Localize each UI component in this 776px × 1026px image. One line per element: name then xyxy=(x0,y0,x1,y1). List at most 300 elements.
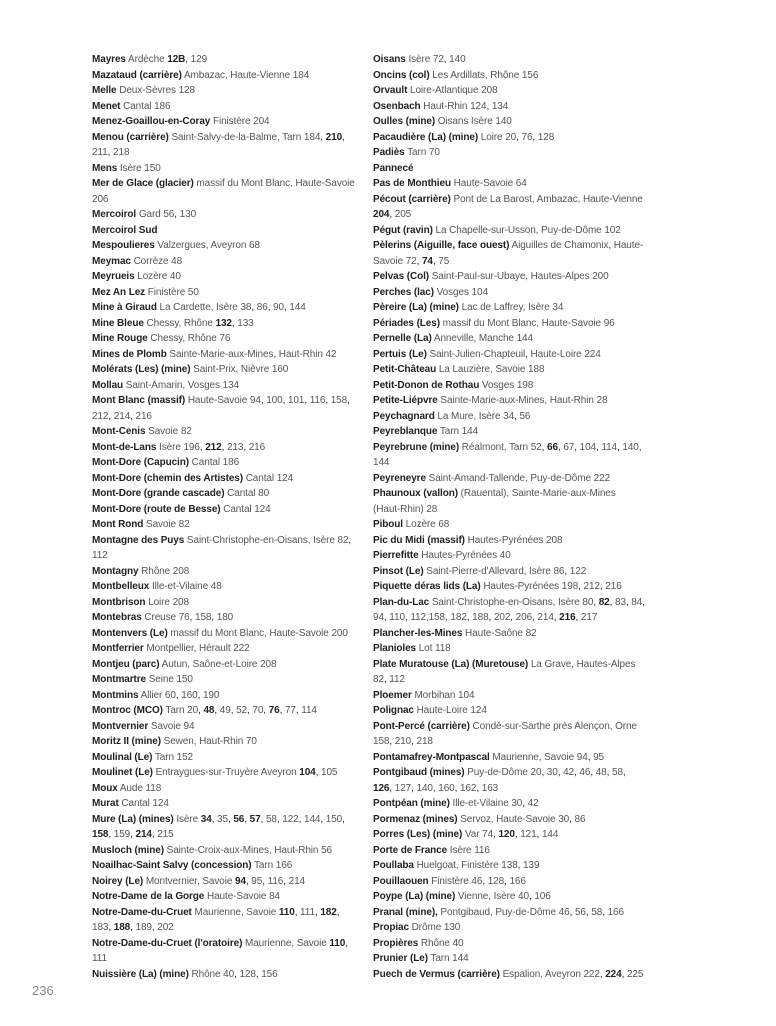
entry-page-ref: 156 xyxy=(261,968,278,980)
entry-page-ref: 156 xyxy=(521,69,539,81)
entry-heading: Mont-Cenis xyxy=(92,426,146,437)
index-entry xyxy=(92,486,360,502)
entry-location: (Rauental), Sainte-Marie-aux-Mines (Haut-Rhin) xyxy=(373,488,616,515)
entry-page-ref: 222 xyxy=(583,968,600,980)
entry-page-ref: 50 xyxy=(187,286,199,298)
entry-location: Hautes-Pyrénées xyxy=(483,581,560,592)
entry-heading: Ploemer xyxy=(373,689,412,701)
entry-page-ref: 30 xyxy=(546,767,558,778)
entry-heading: Murat xyxy=(92,798,119,809)
entry-page-ref: 140 xyxy=(449,54,466,65)
index-entry xyxy=(92,889,360,905)
entry-location: La Chapelle-sur-Usson, Puy-de-Dôme xyxy=(435,224,602,236)
entry-heading: Notre-Dame-du-Cruet xyxy=(92,906,192,918)
entry-page-ref: 128 xyxy=(178,85,195,96)
index-entry xyxy=(92,455,360,471)
entry-location: Saint-Paul-sur-Ubaye, Hautes-Alpes xyxy=(431,271,590,282)
index-entry xyxy=(373,362,645,378)
entry-heading: Pas de Monthieu xyxy=(373,178,451,189)
entry-page-ref: 76 xyxy=(219,333,231,344)
entry-location: Gard xyxy=(138,209,161,220)
entry-location: Cantal xyxy=(191,457,220,468)
entry-page-ref: 214 xyxy=(135,829,152,840)
index-entry: Plan-du-Lac Saint-Christophe-en-Oisans, Isère 80, 82, 83, 84, 94, 110, 112,158, 182, 188, 202, 206, 214, 216, 217 xyxy=(373,596,645,623)
entry-heading: Peyreneyre xyxy=(373,472,426,484)
entry-page-ref: 110 xyxy=(389,612,405,623)
index-entry: Mercoirol Gard 56, 130 xyxy=(92,209,197,220)
entry-page-ref: 122 xyxy=(569,565,587,577)
entry-location: Savoie xyxy=(146,519,176,530)
entry-location: Valzergues, Aveyron xyxy=(157,240,247,251)
entry-page-ref: 94 xyxy=(235,875,246,887)
entry-page-ref: 224 xyxy=(605,968,622,980)
index-entry: Pontpéan (mine) Ille-et-Vilaine 30, 42 xyxy=(373,798,539,809)
entry-page-ref: 74 xyxy=(421,255,433,267)
entry-heading: Plate Muratouse (La) (Muretouse) xyxy=(373,658,529,670)
entry-page-ref: 40 xyxy=(499,550,511,561)
entry-heading: Padiès xyxy=(373,147,405,158)
entry-heading: Pic du Midi (massif) xyxy=(373,534,465,546)
entry-page-ref: 70 xyxy=(428,147,440,158)
entry-heading: Pierrefitte xyxy=(373,550,419,561)
entry-location: Isère xyxy=(159,441,181,453)
entry-page-ref: 206 xyxy=(92,193,109,205)
entry-page-ref: 202 xyxy=(157,922,174,933)
entry-page-ref: 84 xyxy=(631,596,643,608)
entry-page-ref: 144 xyxy=(373,457,390,468)
index-entry xyxy=(373,424,645,440)
index-entry: Pèlerins (Aiguille, face ouest) Aiguilles de Chamonix, Haute-Savoie 72, 74, 75 xyxy=(373,240,644,267)
entry-page-ref: 105 xyxy=(321,767,338,778)
entry-page-ref: 134 xyxy=(491,100,509,112)
entry-location: Lozère xyxy=(405,519,436,530)
entry-page-ref: 60 xyxy=(164,689,176,701)
index-entry: Mine à Giraud La Cardette, Isère 38, 86, 90, 144 xyxy=(92,302,306,313)
entry-heading: Mens xyxy=(92,162,118,174)
entry-location: massif du Mont Blanc, Haute-Savoie xyxy=(196,178,355,189)
entry-location: Maurienne, Savoie xyxy=(244,937,327,949)
entry-heading: Osenbach xyxy=(373,100,421,112)
entry-page-ref: 126 xyxy=(373,782,390,794)
entry-page-ref: 152 xyxy=(176,751,194,763)
entry-page-ref: 67 xyxy=(563,441,575,453)
entry-page-ref: 40 xyxy=(452,937,464,949)
entry-page-ref: 216 xyxy=(248,441,266,453)
entry-page-ref: 86 xyxy=(574,813,586,825)
entry-page-ref: 34 xyxy=(552,302,564,313)
index-entry: Mine Bleue Chessy, Rhône 132, 133 xyxy=(92,317,254,329)
entry-page-ref: 48 xyxy=(595,767,607,778)
entry-page-ref: 86 xyxy=(553,565,565,577)
entry-location: Isère xyxy=(119,162,142,174)
entry-page-ref: 196 xyxy=(183,441,200,453)
entry-page-ref: 84 xyxy=(269,891,280,902)
entry-page-ref: 76 xyxy=(268,705,280,716)
index-entry xyxy=(373,517,645,533)
entry-heading: Pontpéan (mine) xyxy=(373,798,450,809)
entry-heading: Noirey (Le) xyxy=(92,875,144,887)
entry-heading: Peyreblanque xyxy=(373,426,438,437)
entry-location: Creuse xyxy=(144,612,176,623)
entry-page-ref: 102 xyxy=(604,224,621,236)
index-entry: Plate Muratouse (La) (Muretouse) La Grave, Hautes-Alpes 82, 112 xyxy=(373,658,636,685)
entry-location: Tarn xyxy=(165,705,185,716)
entry-page-ref: 35 xyxy=(217,813,228,825)
entry-page-ref: 106 xyxy=(534,891,551,902)
index-entry xyxy=(92,858,360,874)
index-entry xyxy=(373,300,645,316)
entry-page-ref: 114 xyxy=(301,705,317,716)
entry-location: Sainte-Croix-aux-Mines, Haut-Rhin xyxy=(166,844,319,856)
entry-page-ref: 70 xyxy=(252,705,264,716)
entry-page-ref: 144 xyxy=(289,302,306,313)
entry-location: massif du Mont Blanc, Haute-Savoie xyxy=(170,627,329,639)
entry-page-ref: 48 xyxy=(210,581,222,592)
entry-location: Condé-sur-Sarthe près Alençon, Orne xyxy=(472,720,637,732)
entry-heading: Mayres xyxy=(92,54,126,65)
entry-page-ref: 72 xyxy=(432,54,444,65)
entry-page-ref: 158 xyxy=(373,736,390,747)
entry-heading: Montmartre xyxy=(92,674,147,685)
index-entry: Menou (carrière) Saint-Salvy-de-la-Balme, Tarn 184, 210, 211, 218 xyxy=(92,131,345,158)
entry-location: Loire xyxy=(148,596,170,608)
entry-location: Saint-Julien-Chapteuil, Haute-Loire xyxy=(429,348,582,360)
entry-location: Loire xyxy=(480,131,503,143)
entry-location: Loire-Atlantique xyxy=(410,85,479,96)
entry-location: Saint-Christophe-en-Oisans, Isère xyxy=(186,534,335,546)
entry-location: Aude xyxy=(119,782,143,794)
entry-page-ref: 94 xyxy=(373,612,384,623)
entry-location: Entraygues-sur-Truyère Aveyron xyxy=(155,767,297,778)
index-entry xyxy=(373,285,645,301)
entry-page-ref: 166 xyxy=(607,906,624,918)
entry-page-ref: 56 xyxy=(574,906,586,918)
entry-page-ref: 58 xyxy=(611,767,623,778)
index-entry xyxy=(92,796,360,812)
entry-page-ref: 40 xyxy=(518,891,529,902)
entry-heading: Peyrebrune (mine) xyxy=(373,441,460,453)
entry-heading: Pernelle (La) xyxy=(373,333,432,344)
index-entry xyxy=(92,68,360,84)
entry-page-ref: 216 xyxy=(559,612,576,623)
entry-heading: Mont-Dore (Capucin) xyxy=(92,457,189,468)
index-entry xyxy=(373,378,645,394)
entry-page-ref: 213 xyxy=(226,441,244,453)
entry-page-ref: 140 xyxy=(495,116,512,127)
index-entry: Montebras Creuse 76, 158, 180 xyxy=(92,612,234,623)
entry-page-ref: 122 xyxy=(282,813,299,825)
index-entry xyxy=(373,703,645,719)
entry-location: Les Ardillats, Rhône xyxy=(432,69,520,81)
entry-heading: Montjeu (parc) xyxy=(92,658,160,670)
entry-page-ref: 76 xyxy=(521,131,533,143)
entry-page-ref: 208 xyxy=(546,534,563,546)
entry-location: Tarn xyxy=(430,953,450,964)
entry-location: Cantal xyxy=(223,503,252,515)
entry-location: Anneville, Manche xyxy=(433,333,514,344)
entry-page-ref: 200 xyxy=(331,627,348,639)
entry-heading: Nuissière (La) (mine) xyxy=(92,968,189,980)
entry-heading: Pertuis (Le) xyxy=(373,348,427,360)
entry-location: Seine xyxy=(148,674,174,685)
entry-heading: Mine Rouge xyxy=(92,333,148,344)
entry-location: Haut-Rhin xyxy=(423,100,468,112)
entry-page-ref: 128 xyxy=(537,131,555,143)
index-entry xyxy=(373,688,645,704)
entry-location: Finistère xyxy=(431,875,469,887)
entry-location: Finistère xyxy=(147,286,186,298)
entry-location: Réalmont, Tarn xyxy=(461,441,529,453)
entry-heading: Perches (lac) xyxy=(373,286,434,298)
index-entry xyxy=(92,331,360,347)
entry-page-ref: 124 xyxy=(470,100,487,112)
entry-page-ref: 225 xyxy=(626,968,644,980)
index-entry: Notre-Dame-du-Cruet (l'oratoire) Maurienne, Savoie 110, 111 xyxy=(92,937,348,964)
index-entry xyxy=(373,145,645,161)
index-entry xyxy=(92,362,360,378)
entry-heading: Mollau xyxy=(92,379,124,391)
entry-page-ref: 104 xyxy=(579,441,596,453)
entry-page-ref: 82 xyxy=(525,627,537,639)
index-entry: Porres (Les) (mine) Var 74, 120, 121, 144 xyxy=(373,829,559,840)
entry-page-ref: 42 xyxy=(563,767,575,778)
entry-location: Puy-de-Dôme xyxy=(467,767,528,778)
entry-page-ref: 144 xyxy=(303,813,321,825)
entry-location: Savoie xyxy=(150,720,181,732)
entry-page-ref: 222 xyxy=(233,643,250,654)
index-entry xyxy=(373,843,645,859)
entry-page-ref: 82 xyxy=(337,534,349,546)
index-entry: Poullaba Huelgoat, Finistère 138, 139 xyxy=(373,860,540,871)
entry-location: Rhône xyxy=(191,968,221,980)
entry-page-ref: 208 xyxy=(172,565,190,577)
entry-page-ref: 144 xyxy=(541,829,559,840)
entry-location: La Lauzière, Savoie xyxy=(438,364,526,375)
entry-location: Ille-et-Vilaine xyxy=(151,581,209,592)
entry-location: Sewen, Haut-Rhin xyxy=(163,736,244,747)
index-entry xyxy=(92,843,360,859)
entry-location: Isère xyxy=(449,844,472,856)
entry-location: Haute-Loire xyxy=(416,705,468,716)
entry-page-ref: 111 xyxy=(92,953,107,964)
index-entry: Peychagnard La Mure, Isère 34, 56 xyxy=(373,410,531,422)
entry-page-ref: 124 xyxy=(152,798,169,809)
entry-page-ref: 34 xyxy=(200,813,212,825)
entry-heading: Poullaba xyxy=(373,860,414,871)
index-entry xyxy=(92,285,360,301)
entry-page-ref: 52 xyxy=(236,705,247,716)
index-entry xyxy=(92,471,360,487)
entry-heading: Mer de Glace (glacier) xyxy=(92,178,194,189)
entry-location: Tarn xyxy=(254,860,274,871)
entry-page-ref: 133 xyxy=(237,317,254,329)
entry-page-ref: 140 xyxy=(622,441,639,453)
entry-heading: Mont Blanc (massif) xyxy=(92,395,186,406)
entry-heading: Porres (Les) (mine) xyxy=(373,829,463,840)
index-entry: Notre-Dame-du-Cruet Maurienne, Savoie 110, 111, 182, 183, 188, 189, 202 xyxy=(92,906,340,933)
entry-page-ref: 205 xyxy=(394,209,412,220)
entry-page-ref: 158 xyxy=(330,395,348,406)
entry-page-ref: 94 xyxy=(183,720,195,732)
entry-location: Tarn xyxy=(154,751,174,763)
index-entry xyxy=(92,378,360,394)
entry-heading: Notre-Dame-du-Cruet (l'oratoire) xyxy=(92,937,243,949)
index-entry xyxy=(373,936,645,952)
entry-heading: Petit-Donon de Rothau xyxy=(373,379,480,391)
entry-location: Autun, Saône-et-Loire xyxy=(161,658,258,670)
entry-page-ref: 222 xyxy=(593,472,611,484)
entry-heading: Pacaudière (La) (mine) xyxy=(373,131,479,143)
entry-heading: Montenvers (Le) xyxy=(92,627,168,639)
entry-page-ref: 82 xyxy=(598,596,610,608)
entry-heading: Mont-Dore (chemin des Artistes) xyxy=(92,472,243,484)
entry-location: Oisans Isère xyxy=(437,116,493,127)
index-entry xyxy=(373,641,645,657)
entry-page-ref: 206 xyxy=(515,612,533,623)
entry-page-ref: 66 xyxy=(547,441,558,453)
entry-page-ref: 83 xyxy=(615,596,626,608)
entry-page-ref: 46 xyxy=(471,875,483,887)
entry-page-ref: 75 xyxy=(438,255,450,267)
index-entry: Pormenaz (mines) Servoz, Haute-Savoie 30, 86 xyxy=(373,813,586,825)
entry-page-ref: 116 xyxy=(474,844,490,856)
index-column-right xyxy=(373,52,645,982)
entry-location: Hautes-Pyrénées xyxy=(467,534,544,546)
entry-page-ref: 72 xyxy=(405,255,417,267)
entry-page-ref: 95 xyxy=(251,875,263,887)
entry-heading: Périades (Les) xyxy=(373,317,440,329)
entry-page-ref: 20 xyxy=(530,767,542,778)
entry-page-ref: 212 xyxy=(92,410,109,422)
entry-page-ref: 68 xyxy=(249,240,260,251)
entry-heading: Petite-Liépvre xyxy=(373,395,438,406)
index-entry: Montroc (MCO) Tarn 20, 48, 49, 52, 70, 76, 77, 114 xyxy=(92,705,317,716)
entry-page-ref: 140 xyxy=(416,782,433,794)
index-entry xyxy=(373,68,645,84)
entry-page-ref: 208 xyxy=(481,85,498,96)
entry-location: Hautes-Pyrénées xyxy=(421,550,498,561)
entry-page-ref: 80 xyxy=(582,596,594,608)
entry-heading: Pèlerins (Aiguille, face ouest) xyxy=(373,240,510,251)
entry-location: Saint-Christophe-en-Oisans, Isère xyxy=(431,596,580,608)
entry-page-ref: 20 xyxy=(187,705,199,716)
entry-page-ref: 186 xyxy=(154,100,171,112)
entry-heading: Menou (carrière) xyxy=(92,131,169,143)
entry-location: massif du Mont Blanc, Haute-Savoie xyxy=(442,317,601,329)
entry-page-ref: 64 xyxy=(515,178,527,189)
entry-location: Deux-Sèvres xyxy=(119,85,176,96)
entry-page-ref: 159 xyxy=(113,829,131,840)
entry-heading: Oncins (col) xyxy=(373,69,430,81)
entry-location: Maurienne, Savoie xyxy=(194,906,277,918)
index-entry: Piquette déras lids (La) Hautes-Pyrénées 198, 212, 216 xyxy=(373,581,622,592)
entry-heading: Notre-Dame de la Gorge xyxy=(92,891,205,902)
index-entry: Poype (La) (mine) Vienne, Isère 40, 106 xyxy=(373,891,551,902)
entry-heading: Montferrier xyxy=(92,643,144,654)
index-entry: Montmins Allier 60, 160, 190 xyxy=(92,689,220,701)
entry-page-ref: 48 xyxy=(203,705,215,716)
entry-page-ref: 184 xyxy=(292,69,310,81)
entry-page-ref: 100 xyxy=(266,395,283,406)
entry-location: Saint-Amarin, Vosges xyxy=(125,379,220,391)
index-entry xyxy=(373,486,645,517)
index-entry xyxy=(92,672,360,688)
index-entry xyxy=(373,951,645,967)
entry-location: La Mure, Isère xyxy=(437,410,501,422)
entry-location: Sainte-Marie-aux-Mines, Haut-Rhin xyxy=(440,395,594,406)
entry-heading: Pouillaouen xyxy=(373,875,429,887)
entry-page-ref: 104 xyxy=(458,689,475,701)
index-entry xyxy=(373,316,645,332)
index-entry xyxy=(92,176,360,207)
entry-heading: Mine Bleue xyxy=(92,317,144,329)
entry-page-ref: 124 xyxy=(254,503,271,515)
entry-location: Lot xyxy=(418,643,433,654)
entry-page-ref: 210 xyxy=(394,736,412,747)
entry-page-ref: 57 xyxy=(249,813,261,825)
entry-location: La Grave, Hautes-Alpes xyxy=(530,658,636,670)
entry-page-ref: 56 xyxy=(233,813,245,825)
entry-page-ref: 121 xyxy=(520,829,537,840)
entry-page-ref: 28 xyxy=(596,395,608,406)
entry-page-ref: 139 xyxy=(523,860,540,871)
entry-page-ref: 28 xyxy=(426,503,438,515)
entry-location: Tarn xyxy=(439,426,459,437)
entry-heading: Pèreire (La) (mine) xyxy=(373,302,459,313)
entry-heading: Mont-de-Lans xyxy=(92,441,157,453)
entry-heading: Mine à Giraud xyxy=(92,302,157,313)
entry-location: Allier xyxy=(140,689,163,701)
entry-heading: Mines de Plomb xyxy=(92,348,167,360)
entry-heading: Plancher-les-Mines xyxy=(373,627,463,639)
index-entry: Mont Blanc (massif) Haute-Savoie 94, 100, 101, 116, 158, 212, 214, 216 xyxy=(92,395,350,422)
entry-page-ref: 160 xyxy=(271,364,289,375)
entry-location: Vienne, Isère xyxy=(457,891,516,902)
entry-page-ref: 210 xyxy=(325,131,343,143)
entry-heading: Montmins xyxy=(92,689,139,701)
index-entry: Pontamafrey-Montpascal Maurienne, Savoie 94, 95 xyxy=(373,751,605,763)
entry-location: Morbihan xyxy=(414,689,456,701)
entry-location: Ardèche xyxy=(128,54,165,65)
entry-page-ref: 212 xyxy=(205,441,222,453)
entry-location: Lozère xyxy=(137,271,168,282)
entry-page-ref: 52 xyxy=(530,441,542,453)
entry-heading: Pécout (carrière) xyxy=(373,193,451,205)
entry-page-ref: 95 xyxy=(593,751,605,763)
entry-heading: Oulles (mine) xyxy=(373,116,436,127)
entry-page-ref: 94 xyxy=(249,395,261,406)
entry-page-ref: 58 xyxy=(591,906,603,918)
entry-page-ref: 114 xyxy=(601,441,618,453)
entry-location: Saint-Amand-Tallende, Puy-de-Dôme xyxy=(428,472,591,484)
entry-page-ref: 224 xyxy=(584,348,601,360)
entry-page-ref: 150 xyxy=(176,674,193,685)
entry-page-ref: 124 xyxy=(276,472,294,484)
entry-page-ref: 104 xyxy=(471,286,488,298)
entry-page-ref: 86 xyxy=(256,302,268,313)
index-entry: Pécout (carrière) Pont de La Barost, Ambazac, Haute-Vienne 204, 205 xyxy=(373,193,643,220)
entry-location: Lac de Laffrey, Isère xyxy=(461,302,550,313)
entry-page-ref: 76 xyxy=(178,612,190,623)
index-entry xyxy=(373,393,645,409)
entry-location: Aiguilles de Chamonix, Haute-Savoie xyxy=(373,240,644,267)
entry-page-ref: 56 xyxy=(519,410,531,422)
entry-location: Haute-Savoie xyxy=(206,891,267,902)
entry-location: Montpellier, Hérault xyxy=(146,643,231,654)
entry-heading: Mez An Lez xyxy=(92,286,146,298)
index-entry xyxy=(92,734,360,750)
entry-page-ref: 144 xyxy=(516,333,533,344)
